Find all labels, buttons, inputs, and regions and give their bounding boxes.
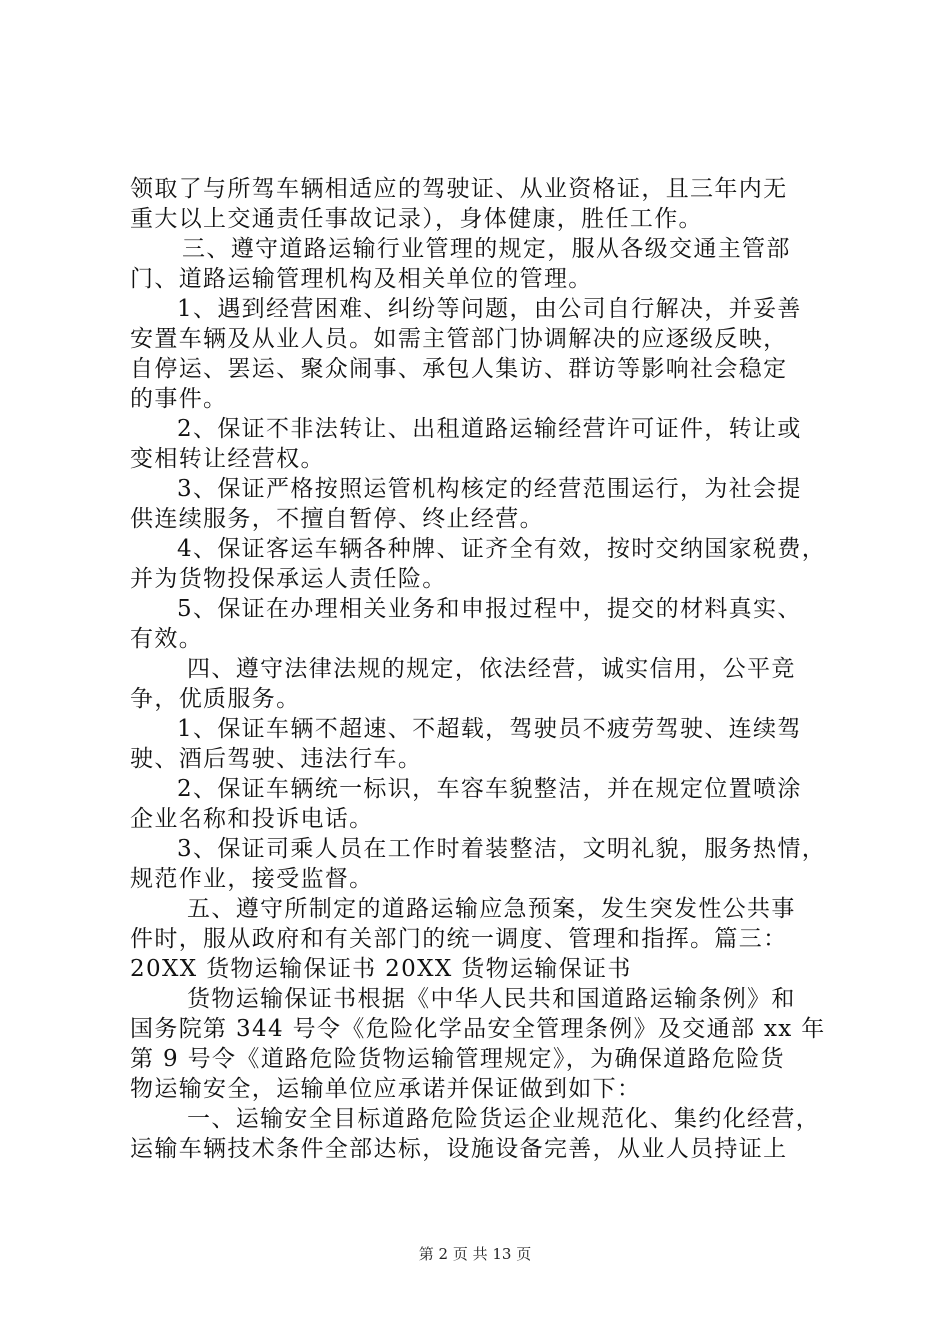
document-body: [130, 174, 830, 1164]
text-line: 重大以上交通责任事故记录），身体健康，胜任工作。: [130, 206, 703, 232]
text-line: 驶、酒后驾驶、违法行车。: [130, 746, 423, 772]
text-line: 四、遵守法律法规的规定，依法经营，诚实信用，公平竞: [187, 656, 796, 682]
text-line: 领取了与所驾车辆相适应的驾驶证、从业资格证，且三年内无: [130, 176, 788, 202]
text-line: 自停运、罢运、聚众闹事、承包人集访、群访等影响社会稳定: [130, 356, 788, 382]
text-line: 2、保证车辆统一标识，车容车貌整洁，并在规定位置喷涂: [177, 776, 802, 802]
text-line: 争，优质服务。: [130, 686, 301, 712]
text-line: 并为货物投保承运人责任险。: [130, 566, 447, 592]
text-line: 门、道路运输管理机构及相关单位的管理。: [130, 266, 593, 292]
text-line: 20XX 货物运输保证书 20XX 货物运输保证书: [130, 956, 632, 982]
text-line: 4、保证客运车辆各种牌、证齐全有效，按时交纳国家税费，: [177, 536, 827, 562]
text-line: 安置车辆及从业人员。如需主管部门协调解决的应逐级反映，: [130, 326, 788, 352]
text-line: 3、保证严格按照运管机构核定的经营范围运行，为社会提: [177, 476, 802, 502]
text-line: 1、遇到经营困难、纠纷等问题，由公司自行解决，并妥善: [177, 296, 802, 322]
text-line: 物运输安全，运输单位应承诺并保证做到如下：: [130, 1076, 642, 1102]
text-line: 件时，服从政府和有关部门的统一调度、管理和指挥。篇三：: [130, 926, 788, 952]
text-line: 五、遵守所制定的道路运输应急预案，发生突发性公共事: [187, 896, 796, 922]
text-line: 企业名称和投诉电话。: [130, 806, 374, 832]
text-line: 一、运输安全目标道路危险货运企业规范化、集约化经营，: [187, 1106, 821, 1132]
text-line: 有效。: [130, 626, 204, 652]
text-line: 1、保证车辆不超速、不超载，驾驶员不疲劳驾驶、连续驾: [177, 716, 802, 742]
text-line: 货物运输保证书根据《中华人民共和国道路运输条例》和: [187, 986, 796, 1012]
text-line: 供连续服务，不擅自暂停、终止经营。: [130, 506, 544, 532]
text-line: 5、保证在办理相关业务和申报过程中，提交的材料真实、: [177, 596, 802, 622]
page-number-footer: 第 2 页 共 13 页: [418, 1245, 532, 1263]
text-line: 三、遵守道路运输行业管理的规定，服从各级交通主管部: [182, 236, 791, 262]
text-line: 第 9 号令《道路危险货物运输管理规定》，为确保道路危险货: [130, 1046, 785, 1072]
text-line: 国务院第 344 号令《危险化学品安全管理条例》及交通部 xx 年: [130, 1016, 826, 1042]
text-line: 运输车辆技术条件全部达标，设施设备完善，从业人员持证上: [130, 1136, 788, 1162]
text-line: 3、保证司乘人员在工作时着装整洁，文明礼貌，服务热情，: [177, 836, 827, 862]
text-line: 变相转让经营权。: [130, 446, 325, 472]
text-line: 的事件。: [130, 386, 228, 412]
text-line: 2、保证不非法转让、出租道路运输经营许可证件，转让或: [177, 416, 802, 442]
text-line: 规范作业，接受监督。: [130, 866, 374, 892]
